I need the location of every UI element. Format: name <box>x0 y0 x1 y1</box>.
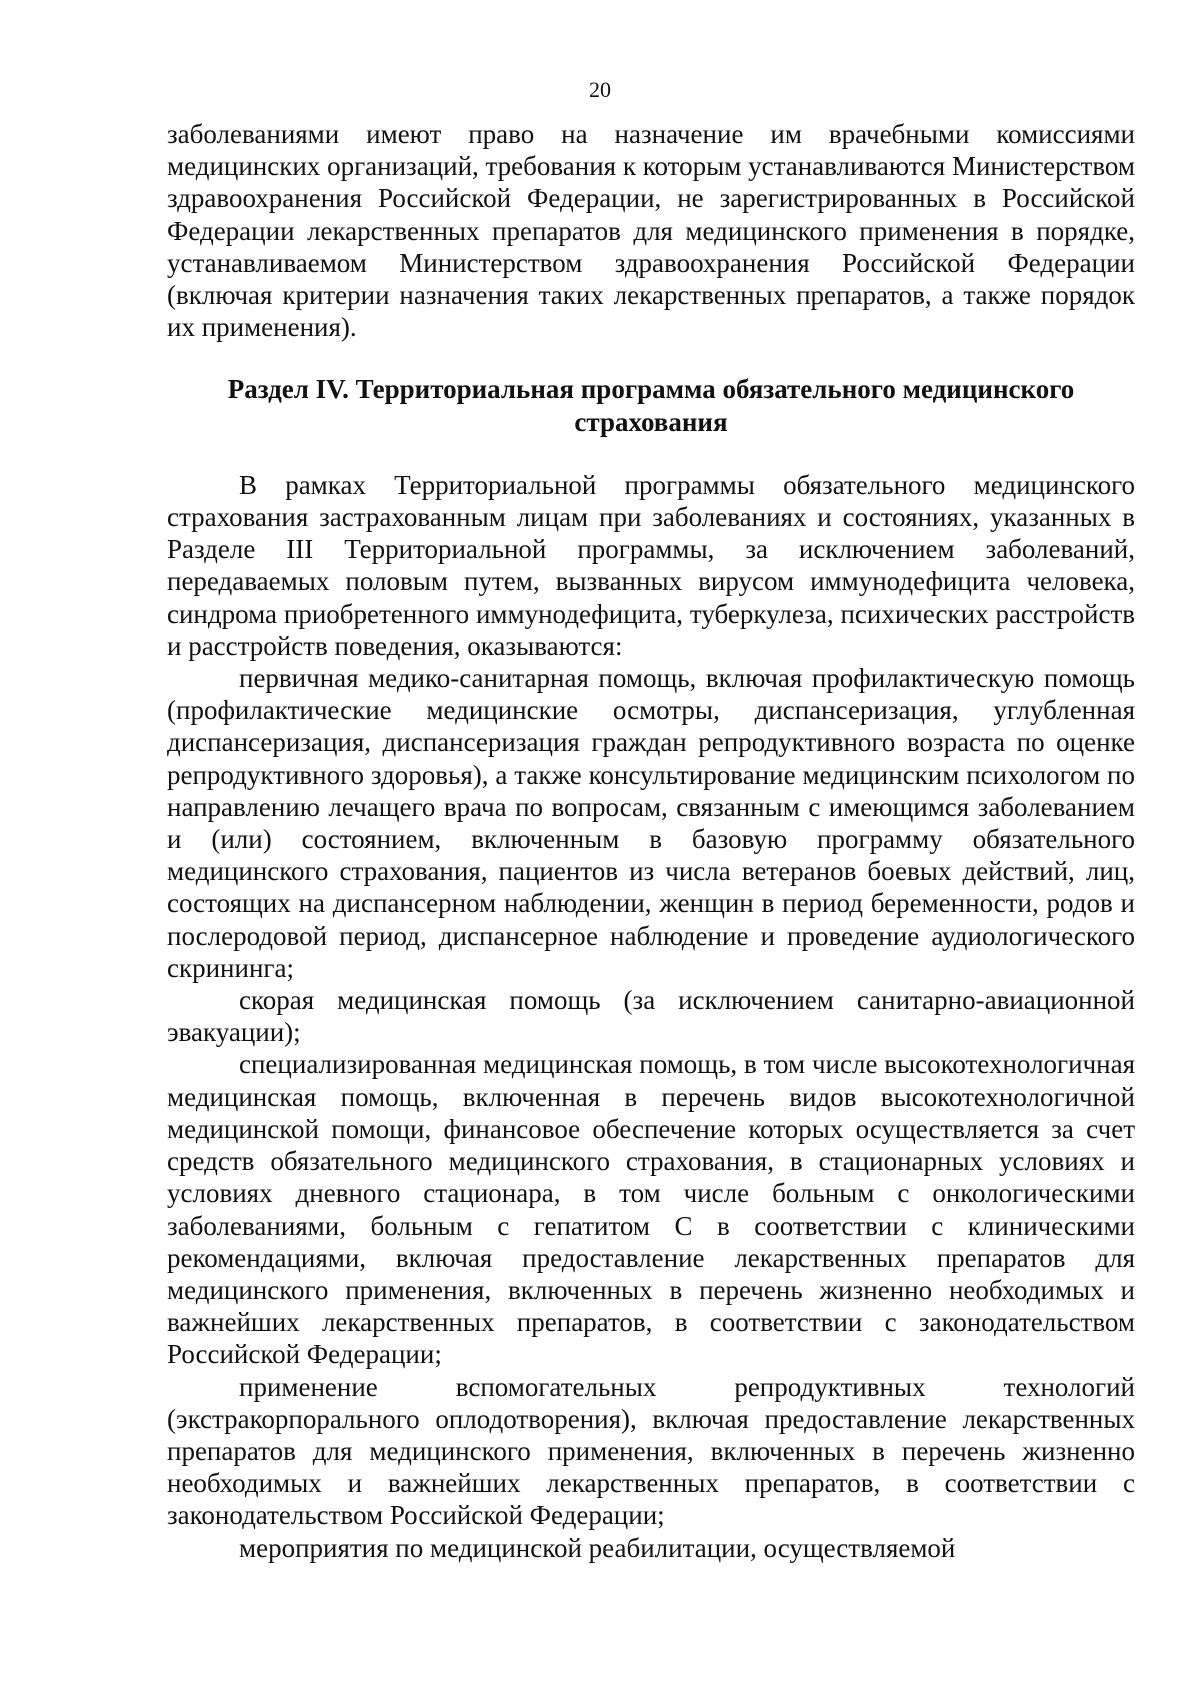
paragraph-rehabilitation: мероприятия по медицинской реабилитации, осуществляемой <box>239 1532 956 1563</box>
paragraph-intro-types-of-care: В рамках Территориальной программы обязательного медицинского страхования застрахованным лицам при заболеваниях и состояниях, указанных в Разделе III Территориальной программы, за исключением заболеваний, передаваемых половым путем, вызванных вирусом иммунодефицита человека, синдрома приобретенного иммунодефицита, туберкулеза, психических расстройств и расстройств поведения, оказываются: <box>167 469 1135 661</box>
paragraph-reproductive-technologies: применение вспомогательных репродуктивных технологий (экстракорпорального оплодотворения), включая предоставление лекарственных препаратов для медицинского применения, включенных в перечень жизненно необходимых и важнейших лекарственных препаратов, в соответствии с законодательством Российской Федерации; <box>167 1371 1135 1531</box>
paragraph-specialized-care: специализированная медицинская помощь, в том числе высокотехнологичная медицинская помощь, включенная в перечень видов высокотехнологичной медицинской помощи, финансовое обеспечение которых осуществляется за счет средств обязательного медицинского страхования, в стационарных условиях и условиях дневного стационара, в том числе больным с онкологическими заболеваниями, больным с гепатитом С в соответствии с клиническими рекомендациями, включая предоставление лекарственных препаратов для медицинского применения, включенных в перечень жизненно необходимых и важнейших лекарственных препаратов, в соответствии с законодательством Российской Федерации; <box>167 1049 1135 1370</box>
section-heading-line-2: страхования <box>574 406 728 437</box>
intro-paragraph: заболеваниями имеют право на назначение им врачебными комиссиями медицинских организаций, требования к которым устанавливаются Министерством здравоохранения Российской Федерации, не зарегистрированных в Российской Федерации лекарственных препаратов для медицинского применения в порядке, устанавливаемом Министерством здравоохранения Российской Федерации (включая критерии назначения таких лекарственных препаратов, а также порядок их применения). <box>167 119 1135 343</box>
paragraph-emergency-care: скорая медицинская помощь (за исключением санитарно-авиационной эвакуации); <box>167 985 1135 1048</box>
section-heading <box>167 373 1135 437</box>
document-body <box>167 118 1135 1564</box>
section-heading-line-1: Раздел IV. Территориальная программа обязательного медицинского <box>227 374 1075 405</box>
paragraph-primary-care: первичная медико-санитарная помощь, включая профилактическую помощь (профилактические медицинские осмотры, диспансеризация, углубленная диспансеризация, диспансеризация граждан репродуктивного возраста по оценке репродуктивного здоровья), а также консультирование медицинским психологом по направлению лечащего врача по вопросам, связанным с имеющимся заболеванием и (или) состоянием, включенным в базовую программу обязательного медицинского страхования, пациентов из числа ветеранов боевых действий, лиц, состоящих на диспансерном наблюдении, женщин в период беременности, родов и послеродовой период, диспансерное наблюдение и проведение аудиологического скрининга; <box>167 663 1135 983</box>
page-number: 20 <box>589 77 611 102</box>
